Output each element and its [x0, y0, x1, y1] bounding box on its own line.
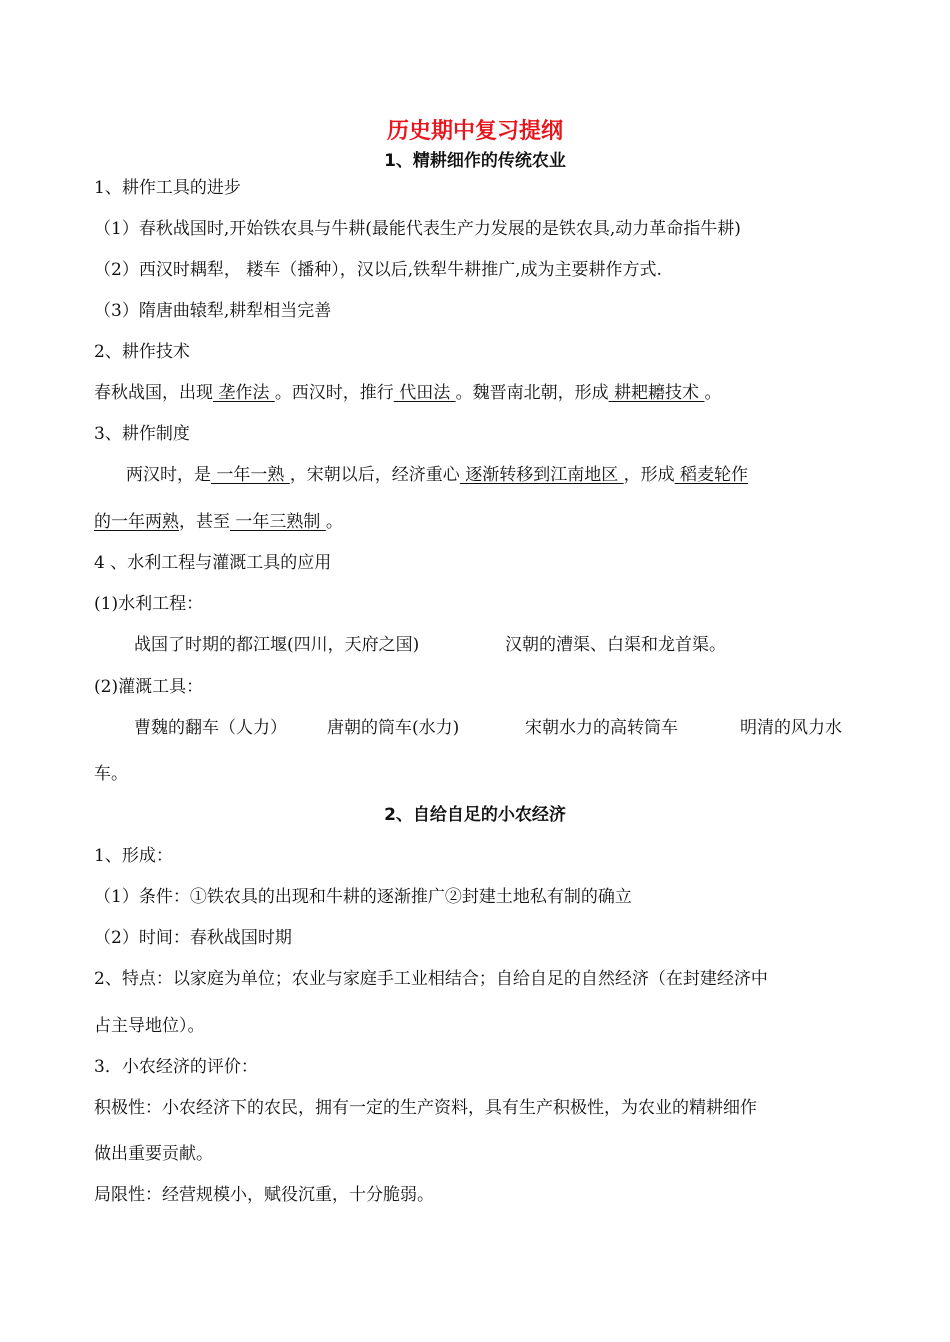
answer-blank: 逐渐转移到江南地区 — [459, 465, 624, 485]
answer-blank: 一年三熟制 — [230, 512, 326, 532]
formation-item: （2）时间：春秋战国时期 — [94, 928, 292, 948]
answer-blank: 稻麦轮作 — [674, 465, 749, 485]
text-segment: 。西汉时，推行 — [274, 383, 394, 403]
system-paragraph-line2 — [94, 511, 343, 533]
answer-blank: 耕耙耱技术 — [608, 383, 705, 403]
section2-heading: 2、自给自足的小农经济 — [384, 805, 566, 825]
text-segment: ，宋朝以后，经济重心 — [289, 465, 460, 485]
irrigation-tool: 明清的风力水 — [740, 718, 842, 738]
text-segment: 。 — [325, 512, 343, 532]
water-project: 汉朝的漕渠、白渠和龙首渠。 — [505, 635, 726, 655]
text-segment: 春秋战国，出现 — [94, 383, 213, 403]
irrigation-tool: 宋朝水力的高转筒车 — [525, 718, 678, 738]
formation-heading: 1、形成： — [94, 846, 173, 866]
text-segment: ，形成 — [623, 465, 675, 485]
formation-item: （1）条件：①铁农具的出现和牛耕的逐渐推广②封建土地私有制的确立 — [94, 887, 632, 907]
features-line: 2、特点：以家庭为单位；农业与家庭手工业相结合；自给自足的自然经济（在封建经济中 — [94, 969, 768, 989]
text-segment: 。 — [704, 383, 722, 403]
tools-item: （2）西汉时耦犁， 耧车（播种），汉以后,铁犁牛耕推广,成为主要耕作方式. — [94, 260, 662, 280]
answer-blank: 的一年两熟 — [94, 512, 179, 532]
water-heading: 4 、水利工程与灌溉工具的应用 — [94, 553, 332, 573]
irrigation-continuation: 车。 — [94, 764, 128, 784]
answer-blank: 一年一熟 — [211, 465, 290, 485]
answer-blank: 垄作法 — [213, 383, 275, 403]
system-heading: 3、耕作制度 — [94, 424, 190, 444]
water-project: 战国了时期的都江堰(四川，天府之国) — [134, 635, 420, 655]
text-segment: 两汉时，是 — [126, 465, 211, 485]
system-paragraph-line1 — [126, 464, 748, 486]
tools-item: （1）春秋战国时,开始铁农具与牛耕(最能代表生产力发展的是铁农具,动力革命指牛耕) — [94, 219, 741, 239]
tools-heading: 1、耕作工具的进步 — [94, 178, 241, 198]
text-segment: 。魏晋南北朝，形成 — [455, 383, 609, 403]
evaluation-positive: 积极性：小农经济下的农民，拥有一定的生产资料，具有生产积极性，为农业的精耕细作 — [94, 1098, 757, 1118]
features-line: 占主导地位）。 — [94, 1016, 205, 1036]
irrigation-tool: 唐朝的筒车(水力) — [327, 718, 460, 738]
section1-heading: 1、精耕细作的传统农业 — [384, 151, 566, 171]
answer-blank: 代田法 — [393, 383, 456, 403]
evaluation-positive: 做出重要贡献。 — [94, 1144, 213, 1164]
tools-item: （3）隋唐曲辕犁,耕犁相当完善 — [94, 301, 332, 321]
technique-heading: 2、耕作技术 — [94, 342, 190, 362]
technique-paragraph — [94, 382, 721, 404]
water-projects-label: (1)水利工程： — [94, 594, 204, 614]
text-segment: ，甚至 — [179, 512, 230, 532]
irrigation-tool: 曹魏的翻车（人力） — [134, 718, 287, 738]
evaluation-heading: 3．小农经济的评价： — [94, 1057, 258, 1077]
document-title: 历史期中复习提纲 — [386, 119, 563, 144]
evaluation-negative: 局限性：经营规模小，赋役沉重，十分脆弱。 — [94, 1185, 434, 1205]
irrigation-label: (2)灌溉工具： — [94, 677, 204, 697]
